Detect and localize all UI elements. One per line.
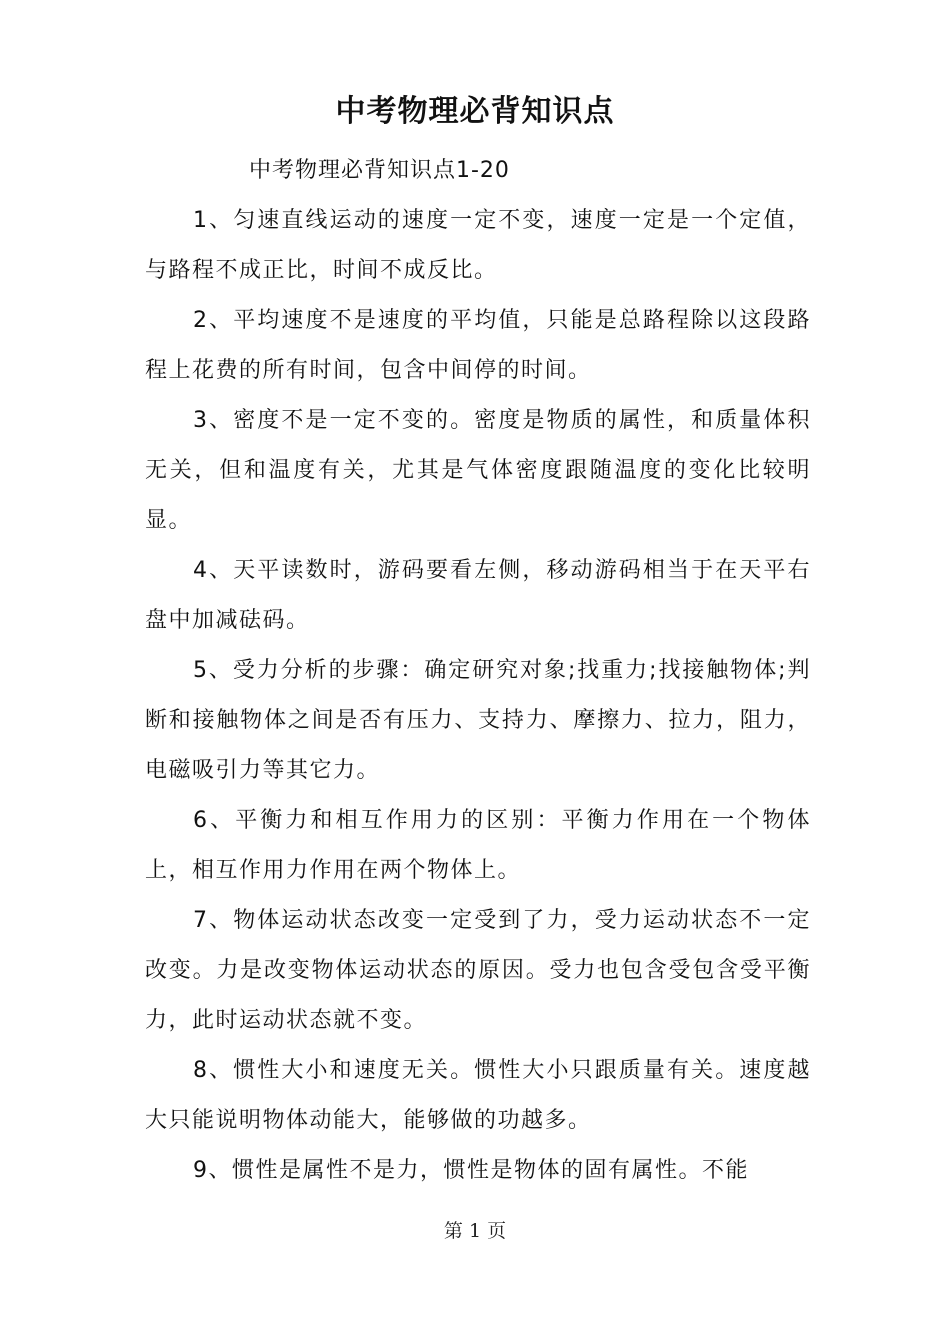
page-number: 第 1 页 (443, 1220, 507, 1242)
paragraph-4: 4、天平读数时，游码要看左侧，移动游码相当于在天平右盘中加减砝码。 (145, 558, 811, 633)
paragraph-2: 2、平均速度不是速度的平均值，只能是总路程除以这段路程上花费的所有时间，包含中间停的时间。 (145, 308, 811, 383)
document-title: 中考物理必背知识点 (335, 94, 615, 129)
paragraph-7: 7、物体运动状态改变一定受到了力，受力运动状态不一定改变。力是改变物体运动状态的原因。受力也包含受包含受平衡力，此时运动状态就不变。 (145, 908, 811, 1033)
document-body (145, 146, 811, 1196)
paragraph-9: 9、惯性是属性不是力，惯性是物体的固有属性。不能 (193, 1158, 749, 1183)
document-subtitle: 中考物理必背知识点1-20 (249, 158, 510, 183)
paragraph-3: 3、密度不是一定不变的。密度是物质的属性，和质量体积无关，但和温度有关，尤其是气体密度跟随温度的变化比较明显。 (145, 408, 811, 533)
paragraph-8: 8、惯性大小和速度无关。惯性大小只跟质量有关。速度越大只能说明物体动能大，能够做的功越多。 (145, 1058, 811, 1133)
paragraph-5: 5、受力分析的步骤：确定研究对象;找重力;找接触物体;判断和接触物体之间是否有压力、支持力、摩擦力、拉力，阻力，电磁吸引力等其它力。 (145, 658, 811, 783)
paragraph-1: 1、匀速直线运动的速度一定不变，速度一定是一个定值，与路程不成正比，时间不成反比。 (145, 208, 811, 283)
paragraph-6: 6、平衡力和相互作用力的区别：平衡力作用在一个物体上，相互作用力作用在两个物体上。 (145, 808, 811, 883)
